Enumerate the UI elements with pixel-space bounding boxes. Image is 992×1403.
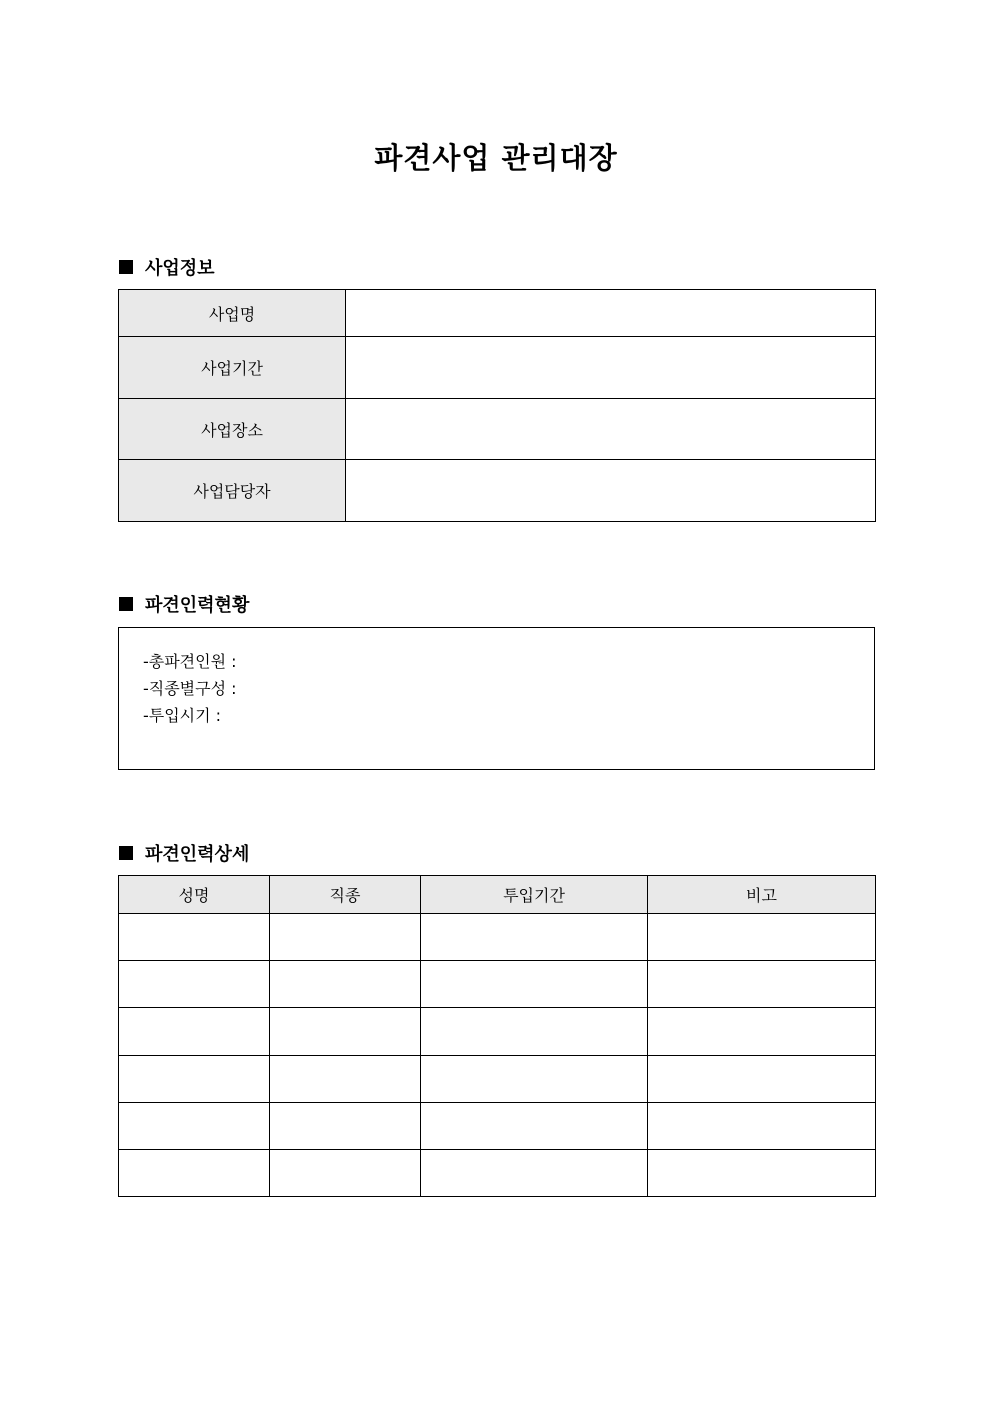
- cell-period[interactable]: [421, 961, 648, 1008]
- cell-remarks[interactable]: [648, 914, 876, 961]
- field-business-location[interactable]: [346, 399, 876, 460]
- label-business-name: 사업명: [119, 290, 346, 337]
- table-row: [119, 290, 876, 337]
- staff-status-lines: [143, 648, 237, 729]
- cell-name[interactable]: [119, 1150, 270, 1197]
- black-square-icon: [119, 597, 133, 611]
- table-header-row: [119, 876, 876, 914]
- status-line-total-staff: -총파견인원 :: [143, 652, 237, 671]
- column-header-job: 직종: [270, 876, 421, 914]
- cell-job[interactable]: [270, 1008, 421, 1056]
- field-business-manager[interactable]: [346, 460, 876, 522]
- cell-period[interactable]: [421, 1056, 648, 1103]
- black-square-icon: [119, 260, 133, 274]
- cell-job[interactable]: [270, 1150, 421, 1197]
- cell-name[interactable]: [119, 914, 270, 961]
- cell-name[interactable]: [119, 1008, 270, 1056]
- cell-remarks[interactable]: [648, 1150, 876, 1197]
- cell-job[interactable]: [270, 1056, 421, 1103]
- section-heading-label: 파견인력현황: [145, 595, 250, 616]
- cell-remarks[interactable]: [648, 961, 876, 1008]
- section-heading-staff-status: [119, 591, 249, 617]
- section-heading-business-info: [119, 254, 215, 280]
- cell-period[interactable]: [421, 914, 648, 961]
- label-business-manager: 사업담당자: [119, 460, 346, 522]
- cell-name[interactable]: [119, 1056, 270, 1103]
- cell-name[interactable]: [119, 961, 270, 1008]
- business-info-table: [118, 289, 876, 522]
- table-row: [119, 460, 876, 522]
- table-row: [119, 1103, 876, 1150]
- cell-remarks[interactable]: [648, 1056, 876, 1103]
- label-business-period: 사업기간: [119, 337, 346, 399]
- field-business-period[interactable]: [346, 337, 876, 399]
- section-heading-staff-detail: [119, 840, 249, 866]
- table-row: [119, 1008, 876, 1056]
- cell-job[interactable]: [270, 961, 421, 1008]
- column-header-period: 투입기간: [421, 876, 648, 914]
- cell-remarks[interactable]: [648, 1103, 876, 1150]
- staff-detail-table: [118, 875, 876, 1197]
- label-business-location: 사업장소: [119, 399, 346, 460]
- status-line-job-composition: -직종별구성 :: [143, 679, 237, 698]
- cell-period[interactable]: [421, 1008, 648, 1056]
- cell-remarks[interactable]: [648, 1008, 876, 1056]
- status-line-deployment-time: -투입시기 :: [143, 706, 222, 725]
- black-square-icon: [119, 846, 133, 860]
- staff-status-box[interactable]: [118, 627, 875, 770]
- table-row: [119, 337, 876, 399]
- cell-period[interactable]: [421, 1150, 648, 1197]
- cell-name[interactable]: [119, 1103, 270, 1150]
- table-row: [119, 1056, 876, 1103]
- cell-period[interactable]: [421, 1103, 648, 1150]
- section-heading-label: 파견인력상세: [145, 844, 250, 865]
- table-row: [119, 961, 876, 1008]
- column-header-remarks: 비고: [648, 876, 876, 914]
- section-heading-label: 사업정보: [145, 258, 215, 279]
- table-row: [119, 1150, 876, 1197]
- page-title: 파견사업 관리대장: [374, 141, 618, 175]
- table-row: [119, 399, 876, 460]
- field-business-name[interactable]: [346, 290, 876, 337]
- column-header-name: 성명: [119, 876, 270, 914]
- cell-job[interactable]: [270, 1103, 421, 1150]
- cell-job[interactable]: [270, 914, 421, 961]
- table-row: [119, 914, 876, 961]
